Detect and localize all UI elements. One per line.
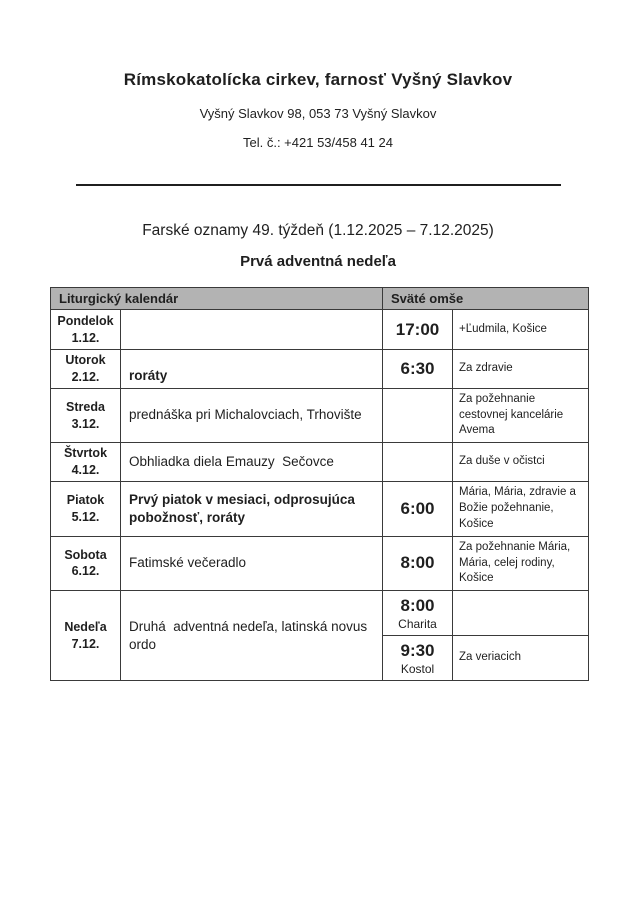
parish-phone: Tel. č.: +421 53/458 41 24 xyxy=(243,135,393,150)
table-row-thursday xyxy=(51,443,589,482)
intention-cell: Za požehnanie cestovnej kancelárie Avema xyxy=(453,388,589,443)
divider-line xyxy=(76,184,561,186)
description-cell: Prvý piatok v mesiaci, odprosujúca pobožnosť, roráty xyxy=(121,482,383,537)
time-cell xyxy=(383,591,453,636)
mass-time: 9:30 xyxy=(400,640,435,660)
table-row-saturday xyxy=(51,536,589,591)
day-date: 2.12. xyxy=(71,369,100,384)
day-cell xyxy=(51,310,121,350)
day-cell xyxy=(51,482,121,537)
mass-place: Kostol xyxy=(400,661,435,676)
time-cell: 17:00 xyxy=(383,310,453,350)
col-header-liturgical-calendar: Liturgický kalendár xyxy=(51,288,383,310)
time-cell: 8:00 xyxy=(383,536,453,591)
table-row-wednesday xyxy=(51,388,589,443)
time-cell xyxy=(383,388,453,443)
time-cell: 6:00 xyxy=(383,482,453,537)
description-cell: Druhá adventná nedeľa, latinská novus ordo xyxy=(121,591,383,681)
day-cell xyxy=(51,591,121,681)
day-date: 7.12. xyxy=(71,636,100,651)
day-name: Pondelok xyxy=(57,313,114,328)
day-date: 1.12. xyxy=(71,330,100,345)
intention-cell xyxy=(453,591,589,636)
day-name: Piatok xyxy=(66,492,105,507)
table-row-monday xyxy=(51,310,589,350)
table-row-sunday-mass-1 xyxy=(51,591,589,636)
description-cell: prednáška pri Michalovciach, Trhovište xyxy=(121,388,383,443)
intention-cell: Mária, Mária, zdravie a Božie požehnanie, Košice xyxy=(453,482,589,537)
day-date: 5.12. xyxy=(71,509,100,524)
day-cell xyxy=(51,536,121,591)
col-header-holy-masses: Sväté omše xyxy=(383,288,589,310)
day-name: Nedeľa xyxy=(64,619,107,634)
time-cell xyxy=(383,443,453,482)
description-cell: Obhliadka diela Emauzy Sečovce xyxy=(121,443,383,482)
day-name: Sobota xyxy=(64,547,107,562)
day-cell xyxy=(51,388,121,443)
day-name: Utorok xyxy=(65,353,106,367)
time-cell xyxy=(383,636,453,681)
intention-cell: Za duše v očistci xyxy=(453,443,589,482)
day-cell xyxy=(51,350,121,389)
description-cell: roráty xyxy=(121,350,383,389)
document-header xyxy=(0,0,636,150)
day-date: 3.12. xyxy=(71,416,100,431)
time-cell: 6:30 xyxy=(383,350,453,389)
description-cell xyxy=(121,310,383,350)
mass-time: 8:00 xyxy=(400,595,435,615)
intention-cell: Za zdravie xyxy=(453,350,589,389)
mass-place: Charita xyxy=(398,616,437,631)
day-date: 4.12. xyxy=(71,463,100,478)
day-name: Štvrtok xyxy=(63,446,108,461)
table-row-friday xyxy=(51,482,589,537)
parish-name: Rímskokatolícka cirkev, farnosť Vyšný Slavkov xyxy=(123,70,513,89)
parish-address: Vyšný Slavkov 98, 053 73 Vyšný Slavkov xyxy=(199,106,437,121)
schedule-table xyxy=(50,287,589,681)
day-cell xyxy=(51,443,121,482)
day-date: 6.12. xyxy=(71,564,100,579)
table-header-row xyxy=(51,288,589,310)
intention-cell: Za veriacich xyxy=(453,636,589,681)
intention-cell: +Ľudmila, Košice xyxy=(453,310,589,350)
description-cell: Fatimské večeradlo xyxy=(121,536,383,591)
week-title: Farské oznamy 49. týždeň (1.12.2025 – 7.12.2025) xyxy=(142,222,494,239)
intention-cell: Za požehnanie Mária, Mária, celej rodiny, Košice xyxy=(453,536,589,591)
table-row-tuesday xyxy=(51,350,589,389)
sunday-title: Prvá adventná nedeľa xyxy=(240,253,396,270)
day-name: Streda xyxy=(66,399,105,414)
